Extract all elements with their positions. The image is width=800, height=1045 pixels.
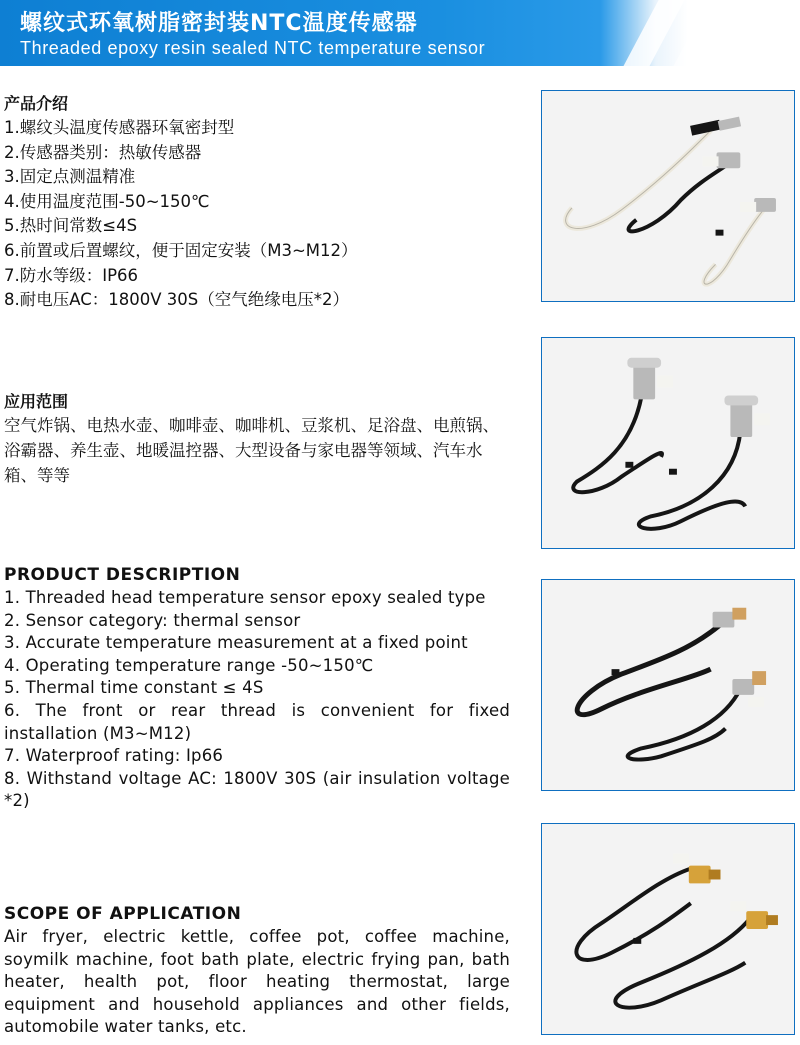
list-item: 1.螺纹头温度传感器环氧密封型 xyxy=(4,118,235,137)
list-item: 1. Threaded head temperature sensor epoxy sealed type xyxy=(4,588,486,607)
list-item: 2. Sensor category: thermal sensor xyxy=(4,610,301,630)
list-item: 4.使用温度范围-50~150℃ xyxy=(4,191,210,211)
list-item: 5. Thermal time constant ≤ 4S xyxy=(4,678,264,698)
hex-head-sensors-photo xyxy=(541,579,795,791)
scope-cn-text: 空气炸锅、电热水壶、咖啡壶、咖啡机、豆浆机、足浴盘、电煎锅、浴霸器、养生壶、地暖温控器、大型设备与家电器等领域、汽车水箱、等等 xyxy=(4,416,499,485)
intro-cn-title: 产品介绍 xyxy=(4,94,69,113)
list-item: 3. Accurate temperature measurement at a fixed point xyxy=(4,633,468,653)
white-and-black-cable-sensors-photo xyxy=(541,90,795,302)
scope-en-title: SCOPE OF APPLICATION xyxy=(4,904,242,924)
list-item: 8. Withstand voltage AC: 1800V 30S (air insulation voltage *2) xyxy=(4,768,510,811)
list-item: 2.传感器类别：热敏传感器 xyxy=(4,142,202,162)
brass-head-sensors-photo xyxy=(541,823,795,1035)
list-item: 4. Operating temperature range -50~150℃ xyxy=(4,655,374,675)
description-en-list xyxy=(4,587,510,813)
list-item: 7. Waterproof rating: Ip66 xyxy=(4,746,224,766)
page-title-cn: 螺纹式环氧树脂密封装NTC温度传感器 xyxy=(20,11,418,36)
list-item: 8.耐电压AC：1800V 30S（空气绝缘电压*2） xyxy=(4,290,350,310)
scope-cn-title: 应用范围 xyxy=(4,392,69,411)
list-item: 3.固定点测温精准 xyxy=(4,167,136,187)
header-banner xyxy=(0,0,800,66)
list-item: 6. The front or rear thread is convenient for fixed installation (M3~M12) xyxy=(4,700,510,743)
intro-cn-list xyxy=(4,116,504,313)
list-item: 7.防水等级：IP66 xyxy=(4,265,139,285)
scope-en-text: Air fryer, electric kettle, coffee pot, coffee machine, soymilk machine, foot bath plate, electric frying pan, bath heater, health pot, floor heating thermostat, large equipment and household appliances and other fields, automobile water tanks, etc. xyxy=(4,927,510,1037)
list-item: 6.前置或后置螺纹，便于固定安装（M3~M12） xyxy=(4,240,358,260)
list-item: 5.热时间常数≤4S xyxy=(4,216,138,236)
page-title-en: Threaded epoxy resin sealed NTC temperature sensor xyxy=(20,38,486,58)
description-en-title: PRODUCT DESCRIPTION xyxy=(4,565,241,585)
silver-threaded-head-sensors-photo xyxy=(541,337,795,549)
